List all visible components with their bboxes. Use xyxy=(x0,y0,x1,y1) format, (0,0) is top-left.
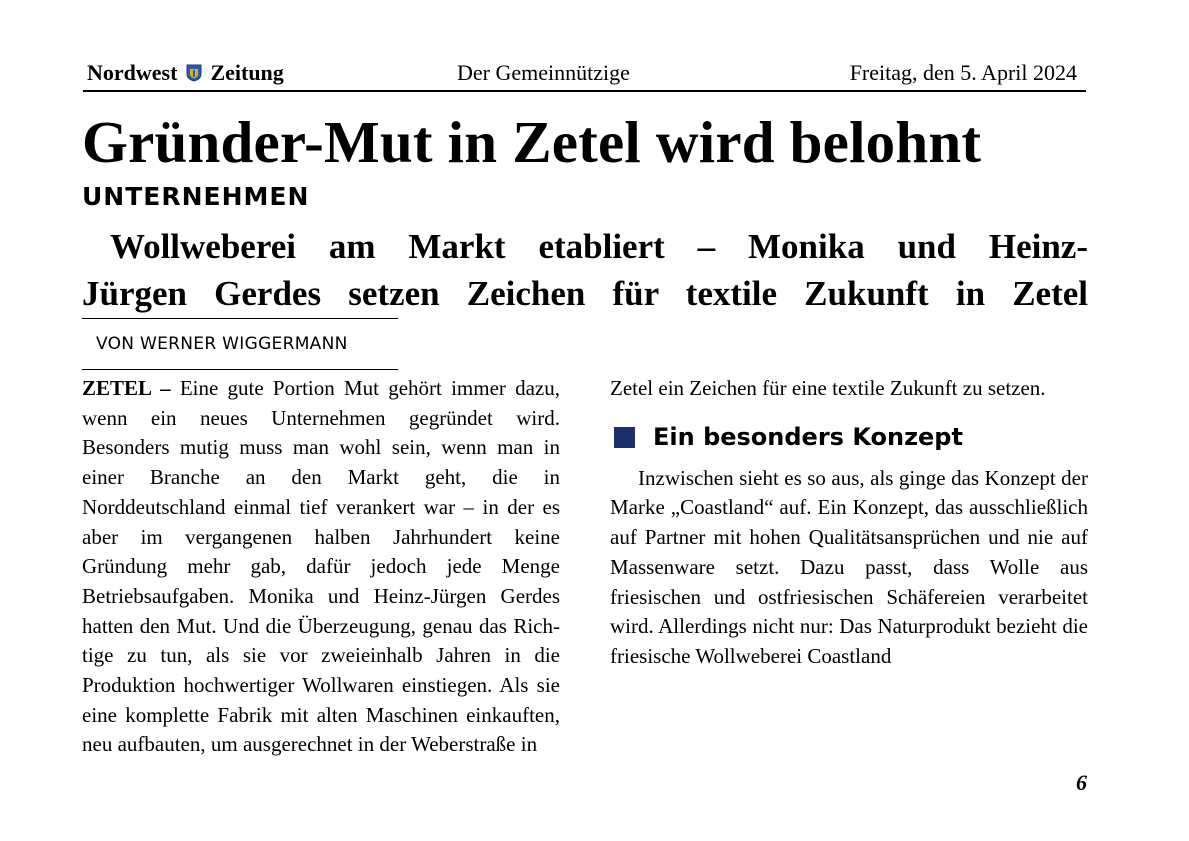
masthead-logo[interactable] xyxy=(87,60,284,86)
section-square-icon xyxy=(614,427,635,448)
header-rule xyxy=(83,90,1086,92)
page-number: 6 xyxy=(1076,770,1087,795)
issue-date: Freitag, den 5. April 2024 xyxy=(849,60,1077,85)
masthead-name-left: Nordwest xyxy=(87,60,178,85)
subheadline-line-2: Jürgen Gerdes setzen Zeichen für textile Zukunft in Zetel xyxy=(82,274,1088,313)
headline: Gründer-Mut in Zetel wird belohnt xyxy=(82,109,982,175)
article-column-2 xyxy=(610,374,1088,672)
paragraph-1-text: Eine gute Portion Mut gehört immer dazu, wenn ein neues Unternehmen gegründet wird. Besonders mutig muss man wohl sein, wenn man in einer Branche an den Markt geht, die in Norddeutschland einmal tief verankert war – in der es aber im vergangenen halben Jahrhundert keine Gründung mehr gab, dafür jedoch jede Menge Betriebsaufgaben. Monika und Heinz-Jürgen Gerdes hatten den Mut. Und die Überzeugung, genau das Richtige zu tun, als sie vor zweieinhalb Jahren in die Produktion hochwertiger Wollwaren einstiegen. Als sie eine komplette Fabrik mit alten Maschinen einkauften, neu aufbauten, um ausgerechnet in der Weberstraße in xyxy=(82,376,560,757)
paragraph-1-continuation-text: Zetel ein Zeichen für eine textile Zukunft zu setzen. xyxy=(610,376,1046,400)
section-heading-text: Ein besonders Konzept xyxy=(653,422,963,451)
subheadline-line-1: Wollweberei am Markt etabliert – Monika und Heinz- xyxy=(110,227,1088,266)
section-heading xyxy=(610,422,1088,454)
byline-rule-top xyxy=(82,318,398,319)
article-paragraph-1b xyxy=(610,374,1088,404)
article-paragraph-2: Inzwischen sieht es so aus, als ginge das Konzept der Marke „Coastland“ auf. Ein Konzept, das ausschließlich auf Partner mit hohen Qualitätsansprüchen und nie auf Massenware setzt. Dazu passt, dass Wolle aus friesischen und ostfriesischen Schäfereien verarbeitet wird. Allerdings nicht nur: Das Naturprodukt bezieht die friesische Wollweberei Coastland xyxy=(610,465,1088,668)
masthead-name-right: Zeitung xyxy=(210,60,284,85)
article-paragraph-1a xyxy=(82,374,560,760)
edition-name: Der Gemeinnützige xyxy=(457,60,630,85)
dateline: ZETEL – xyxy=(82,376,171,400)
byline: VON WERNER WIGGERMANN xyxy=(96,334,348,354)
section-kicker: UNTERNEHMEN xyxy=(82,182,310,211)
article-column-1 xyxy=(82,374,560,760)
subheadline xyxy=(82,223,1088,317)
byline-rule-bottom xyxy=(82,369,398,370)
masthead-bar xyxy=(83,58,1086,88)
crest-icon xyxy=(186,64,202,82)
